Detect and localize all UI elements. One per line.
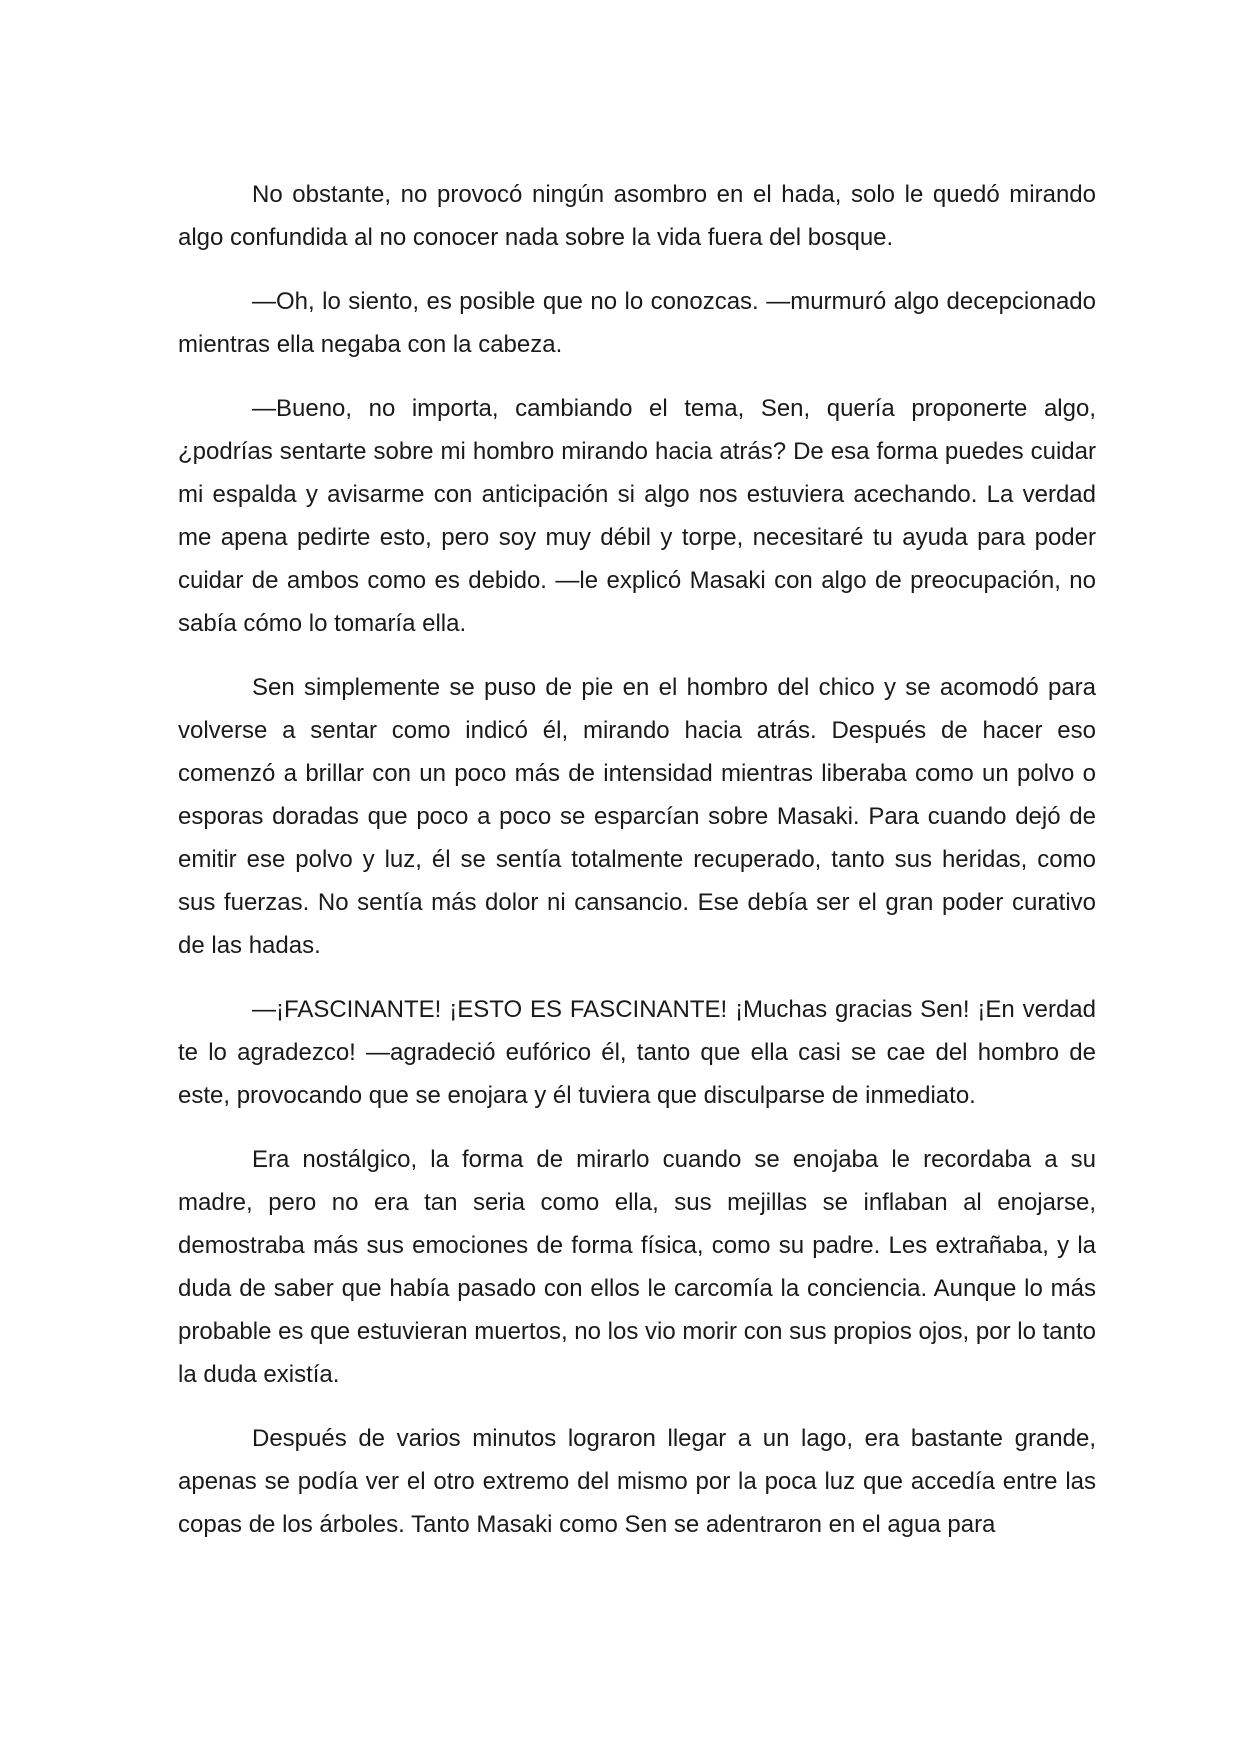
paragraph-6: Era nostálgico, la forma de mirarlo cuando se enojaba le recordaba a su madre, pero no era tan seria como ella, sus mejillas se inflaban al enojarse, demostraba más sus emociones de forma física, como su padre. Les extrañaba, y la duda de saber que había pasado con ellos le carcomía la conciencia. Aunque lo más probable es que estuvieran muertos, no los vio morir con sus propios ojos, por lo tanto la duda existía. [178,1146,1096,1388]
paragraph-2: —Oh, lo siento, es posible que no lo conozcas. —murmuró algo decepcionado mientras ella negaba con la cabeza. [178,288,1096,358]
paragraph-3: —Bueno, no importa, cambiando el tema, Sen, quería proponerte algo, ¿podrías sentarte sobre mi hombro mirando hacia atrás? De esa forma puedes cuidar mi espalda y avisarme con anticipación si algo nos estuviera acechando. La verdad me apena pedirte esto, pero soy muy débil y torpe, necesitaré tu ayuda para poder cuidar de ambos como es debido. —le explicó Masaki con algo de preocupación, no sabía cómo lo tomaría ella. [178,395,1096,637]
paragraph-1: No obstante, no provocó ningún asombro en el hada, solo le quedó mirando algo confundida al no conocer nada sobre la vida fuera del bosque. [178,181,1096,251]
paragraph-7: Después de varios minutos lograron llegar a un lago, era bastante grande, apenas se podía ver el otro extremo del mismo por la poca luz que accedía entre las copas de los árboles. Tanto Masaki como Sen se adentraron en el agua para [178,1425,1096,1538]
document-body [178,173,1096,1567]
paragraph-4: Sen simplemente se puso de pie en el hombro del chico y se acomodó para volverse a sentar como indicó él, mirando hacia atrás. Después de hacer eso comenzó a brillar con un poco más de intensidad mientras liberaba como un polvo o esporas doradas que poco a poco se esparcían sobre Masaki. Para cuando dejó de emitir ese polvo y luz, él se sentía totalmente recuperado, tanto sus heridas, como sus fuerzas. No sentía más dolor ni cansancio. Ese debía ser el gran poder curativo de las hadas. [178,674,1096,959]
paragraph-5: —¡FASCINANTE! ¡ESTO ES FASCINANTE! ¡Muchas gracias Sen! ¡En verdad te lo agradezco! —agradeció eufórico él, tanto que ella casi se cae del hombro de este, provocando que se enojara y él tuviera que disculparse de inmediato. [178,996,1096,1109]
